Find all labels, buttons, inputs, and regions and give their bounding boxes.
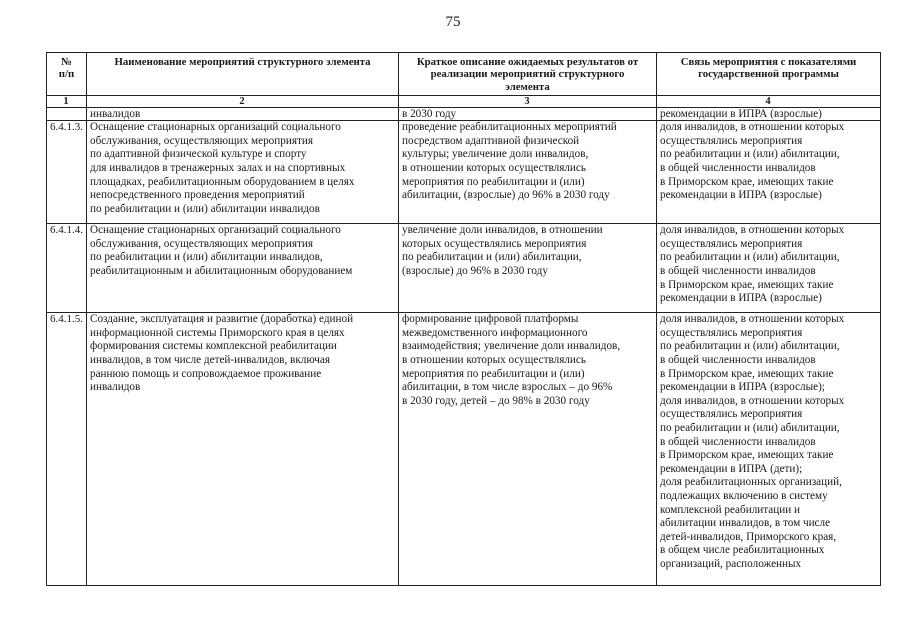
- cell-text-line: Оснащение стационарных организаций социального: [90, 224, 341, 237]
- cell-text-line: осуществлялись мероприятия: [660, 237, 803, 250]
- cell-text-line: рекомендации в ИПРА (дети);: [660, 462, 803, 475]
- cell-text-line: осуществлялись мероприятия: [660, 408, 803, 421]
- program-indicator-cell: [657, 121, 881, 224]
- measure-name-cell: [87, 313, 399, 586]
- cell-text-line: инвалидов, в том числе детей-инвалидов, включая: [90, 354, 331, 366]
- header-result-line: реализации мероприятий структурного: [430, 68, 625, 81]
- cell-text-line: осуществлялись мероприятия: [660, 326, 803, 339]
- cell-text-line: в отношении которых осуществлялись: [402, 162, 586, 174]
- cell-text-line: в общей численности инвалидов: [660, 162, 816, 174]
- cell-text-line: раннюю помощь и сопровождаемое проживание: [90, 367, 322, 380]
- row-number: 6.4.1.4.: [47, 224, 87, 313]
- cell-text-line: рекомендации в ИПРА (взрослые): [660, 292, 822, 305]
- table-row: [47, 121, 881, 224]
- cell-text-line: информационной системы Приморского края в целях: [90, 326, 345, 339]
- cell-text-line: Создание, эксплуатация и развитие (доработка) единой: [90, 313, 354, 326]
- cell-text-line: в Приморском крае, имеющих такие: [660, 175, 834, 188]
- cell-text-line: посредством адаптивной физической: [402, 134, 580, 147]
- cell-text-line: мероприятия по реабилитации и (или): [402, 175, 585, 188]
- continuation-result: в 2030 году: [399, 108, 657, 121]
- cell-text-line: по реабилитации и (или) абилитации,: [402, 251, 582, 264]
- cell-text-line: по реабилитации и (или) абилитации,: [660, 421, 840, 434]
- cell-text-line: в Приморском крае, имеющих такие: [660, 278, 834, 291]
- expected-result-cell: [399, 313, 657, 586]
- continuation-num: [47, 108, 87, 121]
- column-index: 2: [87, 96, 399, 108]
- row-number: 6.4.1.3.: [47, 121, 87, 224]
- header-row: [47, 53, 881, 96]
- column-index-row: [47, 96, 881, 108]
- cell-text-line: реабилитационным и абилитационным оборудованием: [90, 265, 353, 277]
- column-index: 4: [657, 96, 881, 108]
- cell-text-line: рекомендации в ИПРА (взрослые): [660, 189, 822, 202]
- continuation-link: рекомендации в ИПРА (взрослые): [657, 108, 881, 121]
- cell-text-line: по реабилитации и (или) абилитации,: [660, 251, 840, 264]
- cell-text-line: обслуживания, осуществляющих мероприятия: [90, 134, 313, 147]
- header-link-line: государственной программы: [698, 68, 839, 81]
- row-number: 6.4.1.5.: [47, 313, 87, 586]
- cell-text-line: обслуживания, осуществляющих мероприятия: [90, 237, 313, 250]
- cell-text-line: в Приморском крае, имеющих такие: [660, 367, 834, 380]
- header-num-line: п/п: [58, 68, 75, 81]
- cell-text-line: в 2030 году, детей – до 98% в 2030 году: [402, 394, 590, 407]
- cell-text-line: которых осуществлялись мероприятия: [402, 237, 587, 250]
- cell-text-line: доля инвалидов, в отношении которых: [660, 224, 845, 237]
- program-indicator-cell: [657, 224, 881, 313]
- cell-text-line: культуры; увеличение доли инвалидов,: [402, 148, 589, 161]
- cell-text-line: абилитации, в том числе взрослых – до 96%: [402, 381, 613, 394]
- cell-text-line: по реабилитации и (или) абилитации инвалидов: [90, 202, 320, 215]
- cell-text-line: по реабилитации и (или) абилитации,: [660, 340, 840, 353]
- cell-text-line: по реабилитации и (или) абилитации,: [660, 148, 840, 161]
- cell-text-line: формирование цифровой платформы: [402, 313, 579, 326]
- program-indicator-cell: [657, 313, 881, 586]
- cell-text-line: в общей численности инвалидов: [660, 265, 816, 277]
- cell-text-line: мероприятия по реабилитации и (или): [402, 367, 585, 380]
- cell-text-line: доля реабилитационных организаций,: [660, 476, 842, 489]
- continuation-row: [47, 108, 881, 121]
- cell-text-line: абилитации инвалидов, в том числе: [660, 517, 831, 530]
- table-row: [47, 313, 881, 586]
- cell-text-line: доля инвалидов, в отношении которых: [660, 394, 845, 407]
- cell-text-line: формирования системы комплексной реабилитации: [90, 340, 337, 353]
- cell-text-line: в Приморском крае, имеющих такие: [660, 449, 834, 462]
- header-num-line: №: [61, 56, 72, 68]
- cell-text-line: площадках, реабилитационным оборудованием в целях: [90, 175, 355, 188]
- measures-table: [46, 52, 881, 586]
- expected-result-cell: [399, 121, 657, 224]
- column-index: 1: [47, 96, 87, 108]
- cell-text-line: взаимодействия; увеличение доли инвалидов,: [402, 340, 621, 353]
- column-index: 3: [399, 96, 657, 108]
- cell-text-line: осуществлялись мероприятия: [660, 134, 803, 147]
- cell-text-line: доля инвалидов, в отношении которых: [660, 121, 845, 134]
- cell-text-line: Оснащение стационарных организаций социального: [90, 121, 341, 134]
- cell-text-line: в общем числе реабилитационных: [660, 544, 825, 557]
- cell-text-line: непосредственного проведения мероприятий: [90, 189, 305, 202]
- cell-text-line: организаций, расположенных: [660, 557, 802, 570]
- cell-text-line: инвалидов: [90, 381, 141, 394]
- cell-text-line: подлежащих включению в систему: [660, 489, 828, 502]
- header-name: [87, 53, 399, 96]
- cell-text-line: по реабилитации и (или) абилитации инвалидов,: [90, 251, 323, 264]
- page-number: 75: [445, 14, 461, 30]
- measure-name-cell: [87, 224, 399, 313]
- header-link: [657, 53, 881, 96]
- cell-text-line: для инвалидов в тренажерных залах и на спортивных: [90, 162, 346, 174]
- cell-text-line: по адаптивной физической культуре и спорту: [90, 148, 307, 161]
- cell-text-line: (взрослые) до 96% в 2030 году: [402, 265, 548, 277]
- cell-text-line: доля инвалидов, в отношении которых: [660, 313, 845, 326]
- expected-result-cell: [399, 224, 657, 313]
- cell-text-line: абилитации, (взрослые) до 96% в 2030 году: [402, 189, 610, 202]
- measure-name-cell: [87, 121, 399, 224]
- header-result-line: элемента: [505, 80, 550, 93]
- cell-text-line: в общей численности инвалидов: [660, 354, 816, 366]
- cell-text-line: в отношении которых осуществлялись: [402, 354, 586, 366]
- header-num: [47, 53, 87, 96]
- header-name-line: Наименование мероприятий структурного элемента: [114, 56, 371, 68]
- cell-text-line: увеличение доли инвалидов, в отношении: [402, 224, 603, 237]
- header-link-line: Связь мероприятия с показателями: [680, 56, 857, 68]
- table-row: [47, 224, 881, 313]
- cell-text-line: проведение реабилитационных мероприятий: [402, 121, 617, 134]
- cell-text-line: рекомендации в ИПРА (взрослые);: [660, 381, 825, 394]
- continuation-name: инвалидов: [87, 108, 399, 121]
- cell-text-line: детей-инвалидов, Приморского края,: [660, 530, 837, 543]
- cell-text-line: в общей численности инвалидов: [660, 435, 816, 448]
- cell-text-line: межведомственного информационного: [402, 326, 588, 339]
- cell-text-line: комплексной реабилитации и: [660, 503, 800, 516]
- header-result: [399, 53, 657, 96]
- header-result-line: Краткое описание ожидаемых результатов от: [416, 56, 639, 68]
